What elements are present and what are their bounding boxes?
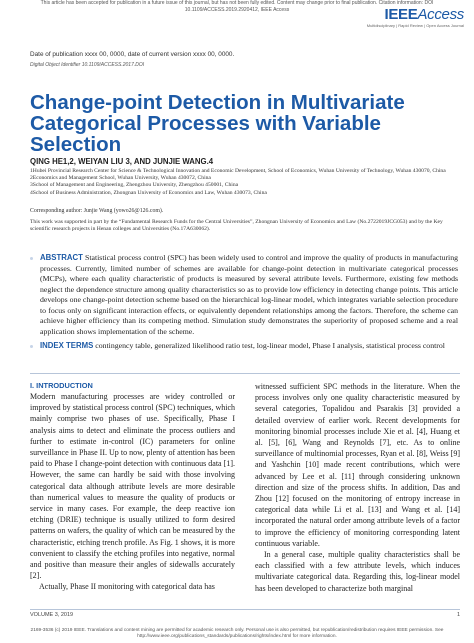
- index-terms-label: INDEX TERMS: [40, 341, 94, 350]
- section-heading-introduction: I. INTRODUCTION: [30, 381, 93, 390]
- affiliation-3: 3School of Management and Engineering, Zhengzhou University, Zhengzhou 450001, China: [30, 182, 239, 189]
- doi-line: Digital Object Identifier 10.1109/ACCESS.2017.DOI: [30, 62, 145, 68]
- publication-notice-line2: 10.1109/ACCESS.2019.2920412, IEEE Access: [184, 6, 290, 13]
- section-divider: [30, 373, 460, 374]
- abstract-text: Statistical process control (SPC) has been widely used to control and improve the quality of products in manufacturing processes. Currently, limited number of schemes are available for change-point detection in multivariate categorical processes (MCPs), where each quality characteristic of products is measured by several attribute levels. Furthermore, existing few methods neglect the dependence structure among quality characteristics so as to provide low efficiency in detecting change points. This article develops one change-point detection scheme based on the hierarchical log-linear model, which integrates variable selection procedure to focus only on significant interaction effects, or equivalently dependent relationships among the factors. Therefore, the scheme can achieve higher efficiency than its competing method. Simulation study demonstrates the superiority of proposed scheme and a real application shows implementation of the scheme.: [40, 253, 458, 336]
- logo-word-ieee: IEEE: [384, 6, 418, 23]
- corresponding-author: Corresponding author: Junjie Wang (yowo26@126.com).: [30, 208, 164, 214]
- publication-notice-line1: This article has been accepted for publication in a future issue of this journal, but has not been fully edited. Content may change prior to final publication. Citation information: DOI: [40, 0, 434, 6]
- paper-title: Change-point Detection in Multivariate Categorical Processes with Variable Selection: [30, 91, 405, 156]
- publication-dates: Date of publication xxxx 00, 0000, date of current version xxxx 00, 0000.: [30, 51, 235, 58]
- author-list: QING HE1,2, WEIYAN LIU 3, AND JUNJIE WANG.4: [30, 157, 214, 166]
- funding-statement: This work was supported in part by the “Fundamental Research Funds for the Central Universities”, Zhongnan University of Economics and Law (No.2722019JCG053) and by the Key scientific research projects in Henan colleges and Universities (No.17A630062).: [30, 219, 443, 233]
- logo-word-access: Access: [417, 6, 464, 23]
- index-terms-block: [40, 341, 458, 352]
- right-column: [255, 381, 460, 594]
- affiliation-1: 1Hubei Provincial Research Center for Science & Technological Innovation and Economic Development, School of Economics, Wuhan University of Technology, Wuhan 430070, China: [30, 168, 446, 174]
- page-number: 1: [456, 612, 460, 618]
- intro-paragraph-3: In a general case, multiple quality characteristics shall be each classified with a few attribute levels, which induces multivariate categorical data. Regarding this, log-linear model has been developed to characterize both marginal: [255, 550, 460, 593]
- intro-paragraph-2-cont: witnessed sufficient SPC methods in the literature. When the process involves only one quality characteristic measured by several categories, Topalidou and Psarakis [3] provided a detailed overview of earlier work. Recent developments for monitoring binomial processes include Xie et al. [4], Huang et al. [5], [6], Wang and Reynolds [7], etc. As to online surveillance of multinomial processes, Ryan et al. [8], Weiss [9] and Yashchin [10] made recent contributions, which were advanced by Lee et al. [11] through considering unknown direction and size of the process shifts. In addition, Das and Zhou [12] focused on the monitoring of entropy increase in categorical data while Li et al. [13] and Wang et al. [14] incorporated the natural order among attribute levels of a factor to improve the efficiency of monitoring corresponding latent continuous variable.: [255, 382, 460, 548]
- affiliations: [30, 168, 460, 197]
- ieee-access-logo: [367, 6, 464, 28]
- copyright-notice: [0, 628, 474, 640]
- abstract-block: [40, 253, 458, 337]
- left-column: [30, 381, 235, 593]
- intro-paragraph-1: Modern manufacturing processes are widey controlled or improved by statistical process control (SPC) techniques, which mainly comprise two phases of use. Specifically, Phase I analysis aims to detect and eliminate the process outliers and further to estimate in-control (IC) parameters for online surveillance in Phase II. Up to now, plenty of attention has been paid to Phase I change-point detection with continuous data [1]. However, the same can hardly be said with those involving categorical data although attribute levels are more desirable than numerical values to measure the quality of products or service in many cases. For example, the deep reactive ion etching (DRIE) technique is usually utilized to form desired patterns on wafers, the quality of which can be measured by the characteristic, etching trench profile. As Fig. 1 shows, it is more convenient to classify the etching profiles into negative, normal and positive than measure their angles of sidewalls accurately [2].: [30, 392, 235, 581]
- intro-paragraph-2-start: Actually, Phase II monitoring with categorical data has: [39, 582, 215, 592]
- copyright-line2: http://www.ieee.org/publications_standards/publications/rights/index.html for more information.: [137, 634, 337, 639]
- index-terms-bullet-icon: [30, 345, 33, 348]
- logo-tagline: Multidisciplinary | Rapid Review | Open Access Journal: [366, 23, 464, 28]
- affiliation-4: 4School of Business Administration, Zhongnan University of Economics and Law, Wuhan 430073, China: [30, 189, 267, 196]
- publication-meta: [30, 50, 234, 70]
- abstract-bullet-icon: [30, 257, 33, 260]
- volume-label: VOLUME 3, 2019: [30, 612, 74, 618]
- abstract-label: ABSTRACT: [40, 253, 83, 262]
- copyright-line1: 2169-3536 (c) 2019 IEEE. Translations and content mining are permitted for academic research only. Personal use is also permitted, but republication/redistribution requires IEEE permission. See: [30, 628, 444, 633]
- index-terms-text: contingency table, generalized likelihood ratio test, log-linear model, Phase I analysis, statistical process control: [95, 341, 445, 350]
- affiliation-2: 2Economics and Management School, Wuhan University, Wuhan 430072, China: [30, 175, 211, 182]
- footer-divider: [30, 609, 460, 610]
